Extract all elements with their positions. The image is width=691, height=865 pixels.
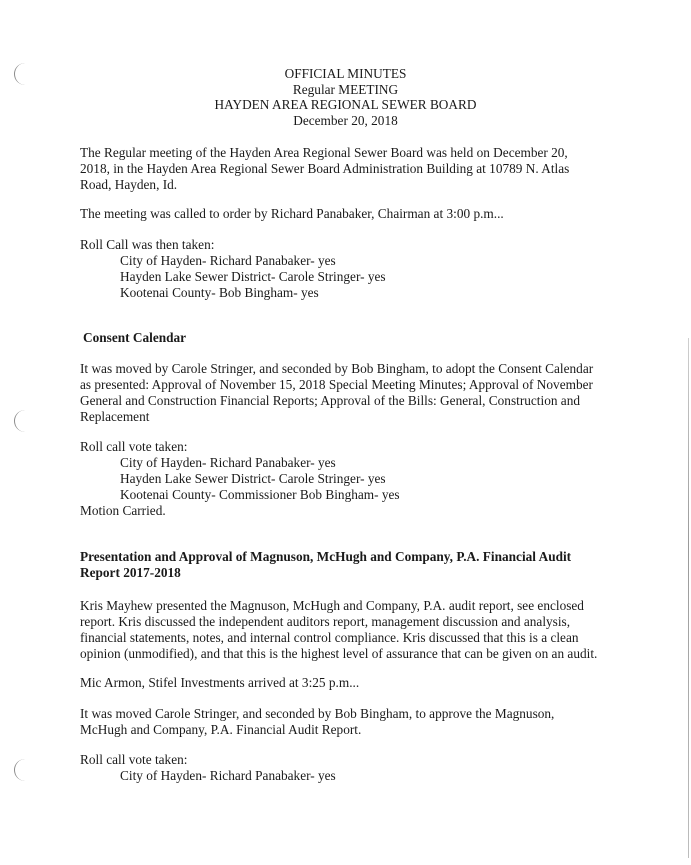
header-date: December 20, 2018 bbox=[293, 112, 398, 128]
audit-heading: Presentation and Approval of Magnuson, McHugh and Company, P.A. Financial Audit bbox=[80, 549, 572, 564]
call-to-order-text: The meeting was called to order by Richard Panabaker, Chairman at 3:00 p.m... bbox=[80, 206, 504, 221]
audit-paragraph bbox=[80, 598, 675, 662]
punch-hole-mark bbox=[14, 410, 25, 432]
intro-line: Road, Hayden, Id. bbox=[80, 177, 178, 192]
motion-line: It was moved Carole Stringer, and seconded by Bob Bingham, to approve the Magnuson, bbox=[80, 706, 555, 721]
audit-motion bbox=[80, 706, 630, 738]
intro-paragraph bbox=[80, 145, 630, 193]
vote-item: City of Hayden- Richard Panabaker- yes bbox=[120, 768, 336, 783]
header-board-name: HAYDEN AREA REGIONAL SEWER BOARD bbox=[214, 97, 477, 112]
audit-heading: Report 2017-2018 bbox=[80, 565, 181, 580]
roll-call-item: Hayden Lake Sewer District- Carole Stringer- yes bbox=[120, 269, 386, 284]
consent-paragraph bbox=[80, 361, 630, 425]
audit-line: opinion (unmodified), and that this is the highest level of assurance that can be given on an audit. bbox=[80, 646, 598, 661]
motion-result: Motion Carried. bbox=[80, 503, 166, 518]
consent-line: as presented: Approval of November 15, 2018 Special Meeting Minutes; Approval of November bbox=[80, 377, 593, 392]
roll-call-label: Roll Call was then taken: bbox=[80, 237, 215, 252]
vote-label: Roll call vote taken: bbox=[80, 439, 188, 454]
header-meeting-type: Regular MEETING bbox=[292, 81, 399, 97]
roll-call-section bbox=[80, 237, 630, 301]
vote-item: City of Hayden- Richard Panabaker- yes bbox=[120, 455, 336, 470]
vote-label: Roll call vote taken: bbox=[80, 752, 188, 767]
consent-line: General and Construction Financial Reports; Approval of the Bills: General, Construction and bbox=[80, 393, 581, 408]
intro-line: The Regular meeting of the Hayden Area Regional Sewer Board was held on December 20, bbox=[80, 145, 568, 160]
roll-call-item: Kootenai County- Bob Bingham- yes bbox=[120, 285, 319, 300]
intro-line: 2018, in the Hayden Area Regional Sewer Board Administration Building at 10789 N. Atlas bbox=[80, 161, 570, 176]
header-title: OFFICIAL MINUTES bbox=[284, 66, 407, 81]
call-to-order bbox=[80, 206, 630, 222]
audit-heading-block bbox=[80, 549, 630, 581]
punch-hole-mark bbox=[14, 759, 25, 781]
vote-item: Kootenai County- Commissioner Bob Bingham- yes bbox=[120, 487, 400, 502]
arrival-text: Mic Armon, Stifel Investments arrived at 3:25 p.m... bbox=[80, 675, 360, 690]
scan-edge-line bbox=[688, 338, 689, 858]
consent-line: Replacement bbox=[80, 409, 150, 424]
consent-heading: Consent Calendar bbox=[83, 330, 187, 345]
audit-line: Kris Mayhew presented the Magnuson, McHugh and Company, P.A. audit report, see enclosed bbox=[80, 598, 584, 613]
motion-line: McHugh and Company, P.A. Financial Audit Report. bbox=[80, 722, 362, 737]
consent-line: It was moved by Carole Stringer, and seconded by Bob Bingham, to adopt the Consent Calendar bbox=[80, 361, 594, 376]
document-header bbox=[0, 66, 691, 128]
consent-heading-block bbox=[83, 330, 633, 346]
audit-line: report. Kris discussed the independent auditors report, management discussion and analysis, bbox=[80, 614, 571, 629]
roll-call-item: City of Hayden- Richard Panabaker- yes bbox=[120, 253, 336, 268]
consent-vote-section bbox=[80, 439, 630, 519]
audit-line: financial statements, notes, and internal control compliance. Kris discussed that this is a clean bbox=[80, 630, 579, 645]
audit-vote-section bbox=[80, 752, 630, 784]
vote-item: Hayden Lake Sewer District- Carole Stringer- yes bbox=[120, 471, 386, 486]
arrival-note bbox=[80, 675, 630, 691]
